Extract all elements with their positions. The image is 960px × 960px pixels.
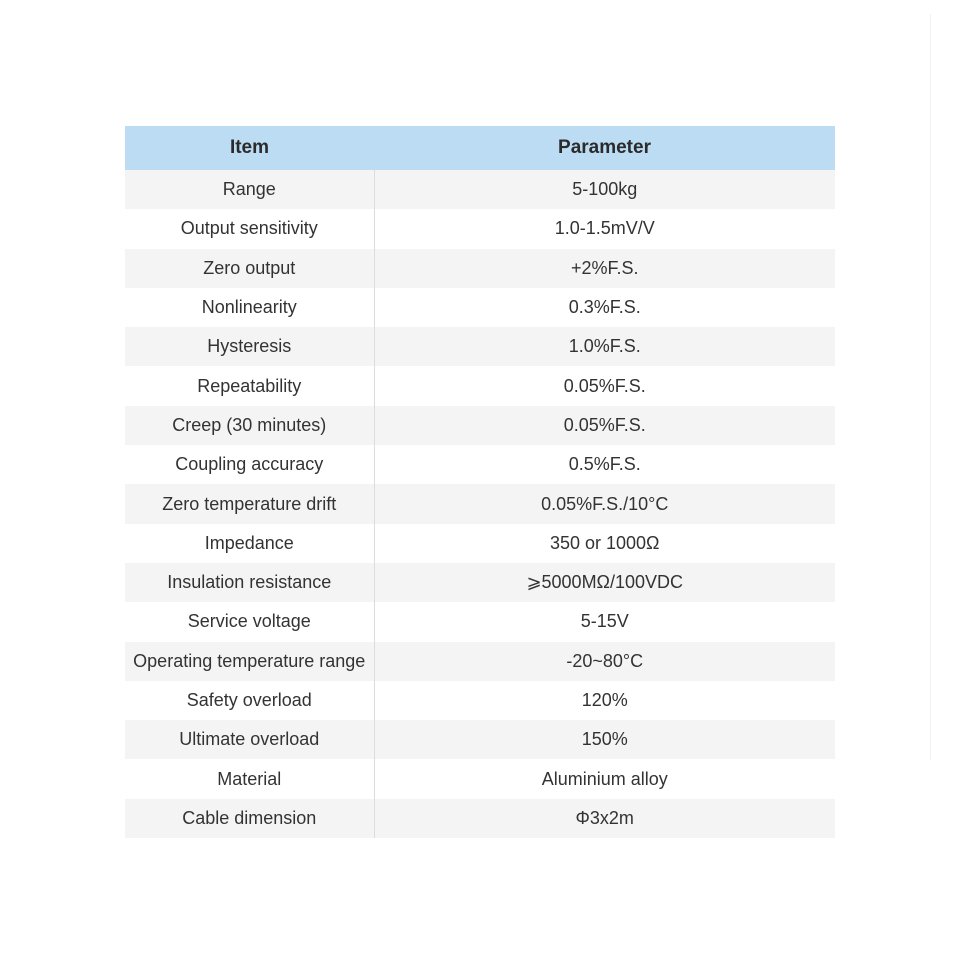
row-item: Insulation resistance (125, 563, 374, 602)
row-item: Operating temperature range (125, 642, 374, 681)
table-row (125, 524, 835, 563)
row-parameter: Aluminium alloy (374, 759, 835, 798)
row-item: Safety overload (125, 681, 374, 720)
row-item: Material (125, 759, 374, 798)
row-parameter: 120% (374, 681, 835, 720)
table-header-row (125, 126, 835, 170)
row-item: Ultimate overload (125, 720, 374, 759)
row-item: Output sensitivity (125, 209, 374, 248)
table-row (125, 681, 835, 720)
table-row (125, 445, 835, 484)
row-item: Creep (30 minutes) (125, 406, 374, 445)
row-item: Nonlinearity (125, 288, 374, 327)
row-item: Range (125, 170, 374, 209)
row-parameter: 5-100kg (374, 170, 835, 209)
table-row (125, 366, 835, 405)
table-row (125, 642, 835, 681)
row-parameter: 0.05%F.S. (374, 366, 835, 405)
table-row (125, 602, 835, 641)
table-row (125, 406, 835, 445)
header-parameter: Parameter (374, 126, 835, 170)
row-item: Repeatability (125, 366, 374, 405)
table-row (125, 799, 835, 838)
spec-table (125, 126, 835, 838)
table-row (125, 209, 835, 248)
row-parameter: 1.0-1.5mV/V (374, 209, 835, 248)
page-edge-divider (930, 14, 931, 760)
table-row (125, 759, 835, 798)
row-item: Zero temperature drift (125, 484, 374, 523)
row-parameter: 0.3%F.S. (374, 288, 835, 327)
table-row (125, 288, 835, 327)
row-item: Service voltage (125, 602, 374, 641)
row-parameter: 0.05%F.S./10°C (374, 484, 835, 523)
table-row (125, 720, 835, 759)
row-parameter: ⩾5000MΩ/100VDC (374, 563, 835, 602)
row-item: Cable dimension (125, 799, 374, 838)
row-parameter: -20~80°C (374, 642, 835, 681)
row-item: Zero output (125, 249, 374, 288)
table-row (125, 327, 835, 366)
row-parameter: 150% (374, 720, 835, 759)
row-parameter: Φ3x2m (374, 799, 835, 838)
row-parameter: 350 or 1000Ω (374, 524, 835, 563)
row-parameter: 5-15V (374, 602, 835, 641)
header-item: Item (125, 126, 374, 170)
table-row (125, 249, 835, 288)
row-parameter: +2%F.S. (374, 249, 835, 288)
table-row (125, 563, 835, 602)
row-item: Hysteresis (125, 327, 374, 366)
row-parameter: 0.5%F.S. (374, 445, 835, 484)
table-row (125, 170, 835, 209)
row-item: Coupling accuracy (125, 445, 374, 484)
row-parameter: 1.0%F.S. (374, 327, 835, 366)
table-row (125, 484, 835, 523)
row-parameter: 0.05%F.S. (374, 406, 835, 445)
row-item: Impedance (125, 524, 374, 563)
